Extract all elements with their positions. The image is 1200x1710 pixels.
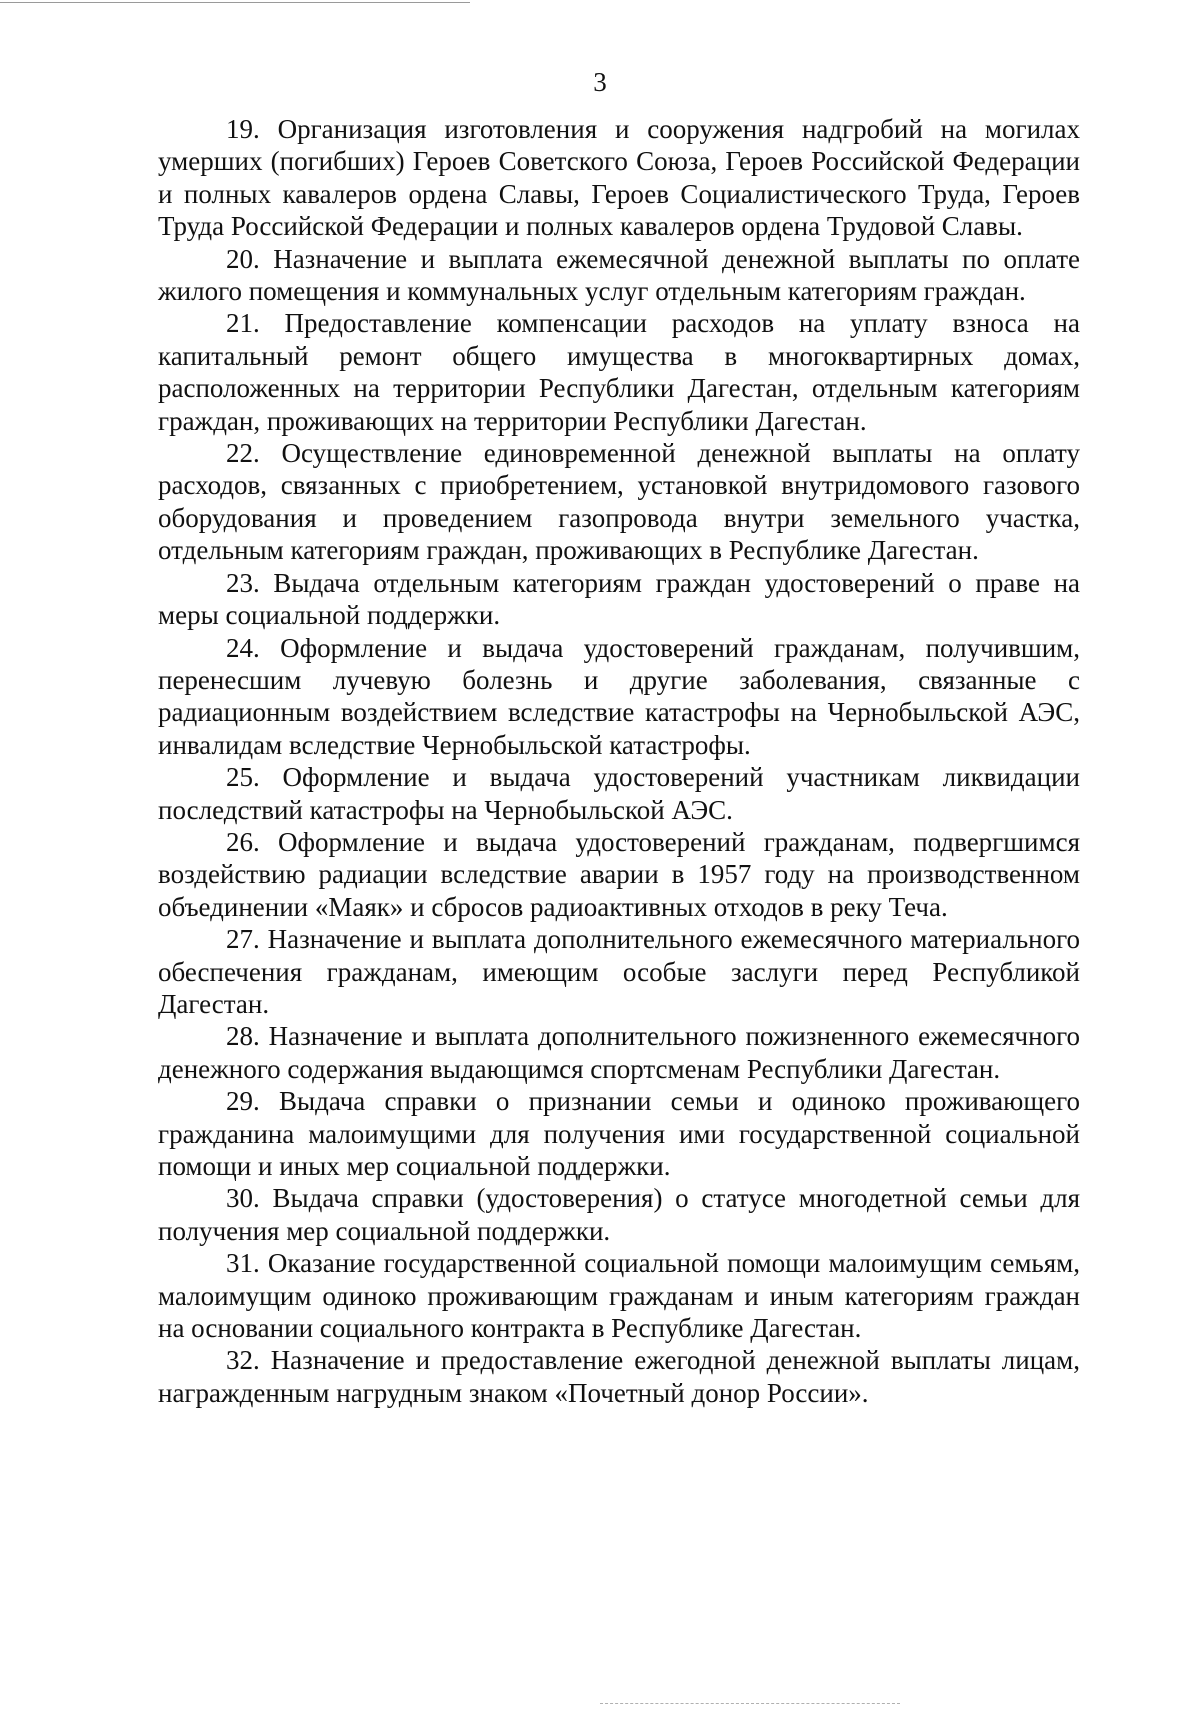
scan-edge-bottom (600, 1703, 900, 1704)
list-item-23: 23. Выдача отдельным категориям граждан удостоверений о праве на меры социальной поддержки. (158, 567, 1080, 631)
list-item-27: 27. Назначение и выплата дополнительного ежемесячного материального обеспечения гражданам, имеющим особые заслуги перед Республикой Дагестан. (158, 924, 1080, 1019)
list-item-24: 24. Оформление и выдача удостоверений гражданам, получившим, перенесшим лучевую болезнь и другие заболевания, связанные с радиационным воздействием вследствие катастрофы на Чернобыльской АЭС, инвалидам вследствие Чернобыльской катастрофы. (158, 632, 1080, 760)
list-item-31: 31. Оказание государственной социальной помощи малоимущим семьям, малоимущим одиноко проживающим гражданам и иным категориям граждан на основании социального контракта в Республике Дагестан. (158, 1248, 1080, 1344)
scan-edge-top (0, 2, 470, 3)
list-item-20: 20. Назначение и выплата ежемесячной денежной выплаты по оплате жилого помещения и коммунальных услуг отдельным категориям граждан. (158, 243, 1080, 307)
list-item-32: 32. Назначение и предоставление ежегодной денежной выплаты лицам, награжденным нагрудным знаком «Почетный донор России». (158, 1345, 1080, 1408)
page-number: 3 (593, 67, 607, 97)
list-item-28: 28. Назначение и выплата дополнительного пожизненного ежемесячного денежного содержания выдающимся спортсменам Республики Дагестан. (158, 1021, 1080, 1084)
list-item-25: 25. Оформление и выдача удостоверений участникам ликвидации последствий катастрофы на Чернобыльской АЭС. (158, 762, 1080, 825)
list-item-29: 29. Выдача справки о признании семьи и одиноко проживающего гражданина малоимущими для получения ими государственной социальной помощи и иных мер социальной поддержки. (158, 1086, 1080, 1181)
list-item-19: 19. Организация изготовления и сооружения надгробий на могилах умерших (погибших) Героев Советского Союза, Героев Российской Федерации и полных кавалеров ордена Славы, Героев Социалистического Труда, Героев Труда Российской Федерации и полных кавалеров ордена Трудовой Славы. (158, 114, 1080, 242)
list-item-21: 21. Предоставление компенсации расходов на уплату взноса на капитальный ремонт общего имущества в многоквартирных домах, расположенных на территории Республики Дагестан, отдельным категориям граждан, проживающих на территории Республики Дагестан. (158, 308, 1080, 436)
list-item-26: 26. Оформление и выдача удостоверений гражданам, подвергшимся воздействию радиации вследствие аварии в 1957 году на производственном объединении «Маяк» и сбросов радиоактивных отходов в реку Теча. (158, 826, 1080, 922)
list-item-22: 22. Осуществление единовременной денежной выплаты на оплату расходов, связанных с приобретением, установкой внутридомового газового оборудования и проведением газопровода внутри земельного участка, отдельным категориям граждан, проживающих в Республике Дагестан. (158, 438, 1080, 566)
list-item-30: 30. Выдача справки (удостоверения) о статусе многодетной семьи для получения мер социальной поддержки. (158, 1183, 1080, 1246)
document-body (158, 113, 1080, 1409)
